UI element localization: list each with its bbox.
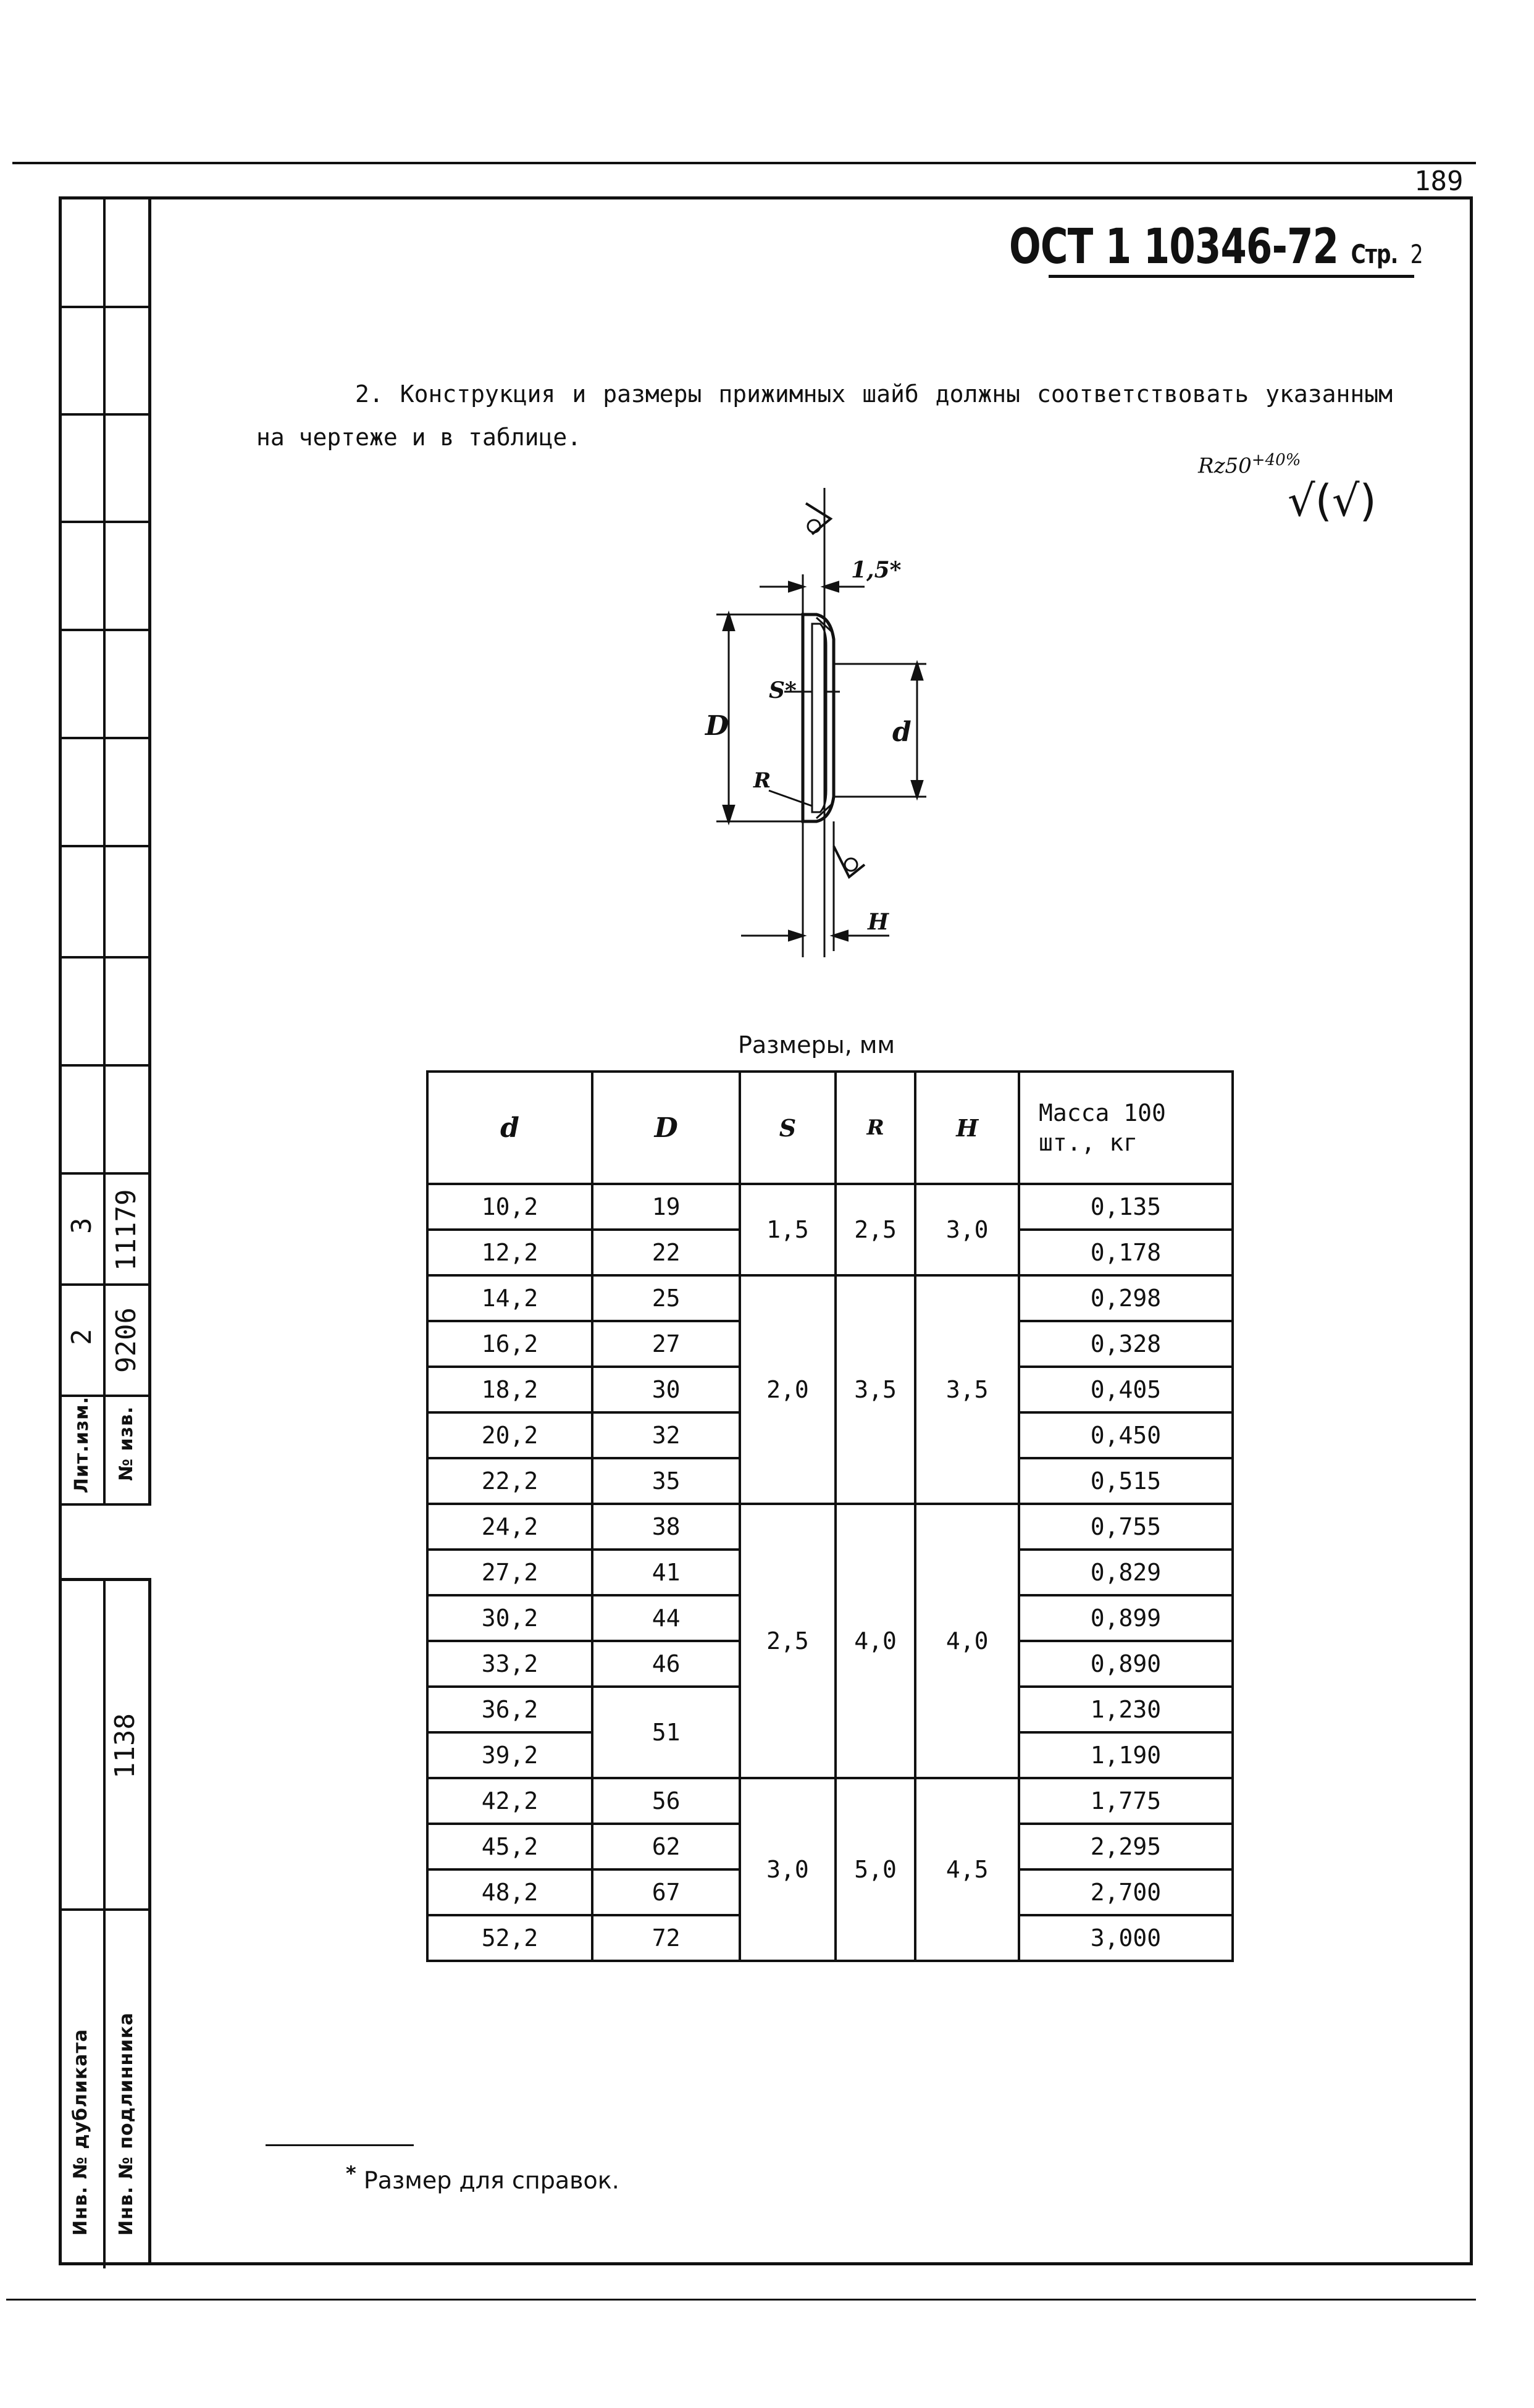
roughness-tolerance: +40% [1251, 451, 1301, 469]
cell-H: 3,0 [915, 1184, 1019, 1275]
cell-mass: 0,829 [1019, 1550, 1233, 1595]
cell-d: 48,2 [427, 1869, 592, 1915]
col-header-R: R [836, 1072, 916, 1184]
sidebar-row-line [59, 1908, 151, 1911]
table-row [427, 1778, 1233, 1824]
cell-R: 3,5 [836, 1275, 916, 1504]
roughness-symbol: √(√) [1288, 476, 1377, 526]
cell-d: 24,2 [427, 1504, 592, 1550]
cell-mass: 0,899 [1019, 1595, 1233, 1641]
sidebar-revisions [59, 196, 151, 1506]
footnote [346, 2162, 619, 2194]
cell-d: 42,2 [427, 1778, 592, 1824]
cell-mass: 1,230 [1019, 1687, 1233, 1732]
col-header-D: D [592, 1072, 740, 1184]
document-code-underline [1049, 275, 1414, 278]
sidebar-row-line [59, 521, 151, 523]
cell-d: 39,2 [427, 1732, 592, 1778]
bottom-rule [6, 2299, 1476, 2301]
cell-d: 18,2 [427, 1367, 592, 1412]
sidebar-row-line [59, 413, 151, 416]
washer-drawing [655, 476, 963, 970]
cell-mass: 3,000 [1019, 1915, 1233, 1961]
sidebar-rev2: 2 [66, 1328, 98, 1345]
clause-text: 2. Конструкция и размеры прижимных шайб должны соответствовать указанным на чертеже и в таблице. [256, 380, 1393, 451]
sidebar-dup-label: Инв. № дубликата [70, 2028, 91, 2236]
table-caption: Размеры, мм [738, 1031, 895, 1059]
cell-mass: 0,298 [1019, 1275, 1233, 1321]
cell-d: 27,2 [427, 1550, 592, 1595]
footnote-mark: * [346, 2162, 356, 2185]
cell-mass: 0,135 [1019, 1184, 1233, 1230]
cell-d: 33,2 [427, 1641, 592, 1687]
sidebar-row-line [59, 1172, 151, 1175]
sidebar-inventory [59, 1578, 151, 2265]
cell-d: 20,2 [427, 1412, 592, 1458]
cell-d: 36,2 [427, 1687, 592, 1732]
cell-mass: 0,755 [1019, 1504, 1233, 1550]
cell-D: 41 [592, 1550, 740, 1595]
dim-s-ref-label: 1,5* [851, 557, 902, 583]
sidebar-row-line [59, 629, 151, 631]
table-row [427, 1184, 1233, 1230]
dimensions-table [426, 1070, 1234, 1962]
cell-D: 72 [592, 1915, 740, 1961]
cell-H: 4,5 [915, 1778, 1019, 1961]
sidebar-inv-number: 1138 [109, 1713, 141, 1779]
cell-D: 67 [592, 1869, 740, 1915]
sidebar-rev3: 3 [66, 1217, 98, 1234]
cell-H: 4,0 [915, 1504, 1019, 1778]
cell-D: 62 [592, 1824, 740, 1869]
page-num: 2 [1410, 239, 1423, 269]
dim-D-label: D [705, 710, 729, 742]
cell-d: 14,2 [427, 1275, 592, 1321]
cell-S: 3,0 [740, 1778, 836, 1961]
cell-D: 56 [592, 1778, 740, 1824]
sidebar-row-line [59, 1064, 151, 1067]
cell-D: 22 [592, 1230, 740, 1275]
cell-mass: 0,328 [1019, 1321, 1233, 1367]
document-code [1009, 219, 1423, 275]
dim-s-label: S* [769, 678, 797, 703]
table-row [427, 1275, 1233, 1321]
cell-d: 16,2 [427, 1321, 592, 1367]
cell-D: 25 [592, 1275, 740, 1321]
col-header-S: S [740, 1072, 836, 1184]
cell-D: 46 [592, 1641, 740, 1687]
cell-D: 51 [592, 1687, 740, 1778]
page-number: 189 [1414, 166, 1464, 197]
cell-H: 3,5 [915, 1275, 1019, 1504]
sidebar-row-line [59, 306, 151, 308]
sidebar-lit-label: Лит.изм. [71, 1396, 93, 1493]
cell-d: 52,2 [427, 1915, 592, 1961]
sidebar-row-line [59, 1283, 151, 1286]
cell-S: 2,5 [740, 1504, 836, 1778]
dim-d-label: d [892, 716, 912, 748]
sidebar-orig-label: Инв. № подлинника [115, 2012, 137, 2236]
dim-R-label: R [753, 768, 771, 793]
cell-D: 32 [592, 1412, 740, 1458]
page-label: Стр. [1351, 239, 1398, 269]
cell-mass: 1,775 [1019, 1778, 1233, 1824]
sidebar-rev2-doc: 9206 [111, 1307, 142, 1373]
sidebar-row-line [59, 1503, 151, 1506]
cell-mass: 1,190 [1019, 1732, 1233, 1778]
cell-mass: 2,295 [1019, 1824, 1233, 1869]
cell-D: 35 [592, 1458, 740, 1504]
col-header-mass: Масса 100 шт., кг [1019, 1072, 1233, 1184]
cell-S: 1,5 [740, 1184, 836, 1275]
sidebar-row-line [59, 737, 151, 739]
col-header-H: H [915, 1072, 1019, 1184]
cell-d: 12,2 [427, 1230, 592, 1275]
sidebar-rev3-doc: 11179 [111, 1189, 142, 1271]
cell-d: 30,2 [427, 1595, 592, 1641]
cell-mass: 0,178 [1019, 1230, 1233, 1275]
cell-d: 22,2 [427, 1458, 592, 1504]
col-header-d: d [427, 1072, 592, 1184]
table-row [427, 1504, 1233, 1550]
cell-mass: 0,515 [1019, 1458, 1233, 1504]
cell-D: 27 [592, 1321, 740, 1367]
cell-D: 38 [592, 1504, 740, 1550]
sidebar-row-line [59, 956, 151, 959]
sidebar-divider [103, 1581, 106, 2268]
cell-R: 5,0 [836, 1778, 916, 1961]
cell-S: 2,0 [740, 1275, 836, 1504]
roughness-base: Rz50 [1198, 453, 1252, 479]
document-code-text: ОСТ 1 10346-72 [1009, 219, 1339, 275]
cell-mass: 0,405 [1019, 1367, 1233, 1412]
cell-R: 4,0 [836, 1504, 916, 1778]
sidebar-divider [103, 196, 106, 1506]
footnote-rule [266, 2144, 414, 2146]
sidebar-num-label: № изв. [115, 1406, 137, 1481]
cell-mass: 2,700 [1019, 1869, 1233, 1915]
cell-d: 10,2 [427, 1184, 592, 1230]
cell-mass: 0,890 [1019, 1641, 1233, 1687]
cell-R: 2,5 [836, 1184, 916, 1275]
cell-D: 44 [592, 1595, 740, 1641]
roughness-value [1198, 451, 1301, 478]
cell-D: 19 [592, 1184, 740, 1230]
cell-d: 45,2 [427, 1824, 592, 1869]
cell-D: 30 [592, 1367, 740, 1412]
cell-mass: 0,450 [1019, 1412, 1233, 1458]
dim-H-label: H [868, 909, 889, 935]
top-rule [12, 162, 1476, 164]
sidebar-row-line [59, 845, 151, 847]
footnote-text: Размер для справок. [363, 2167, 619, 2194]
